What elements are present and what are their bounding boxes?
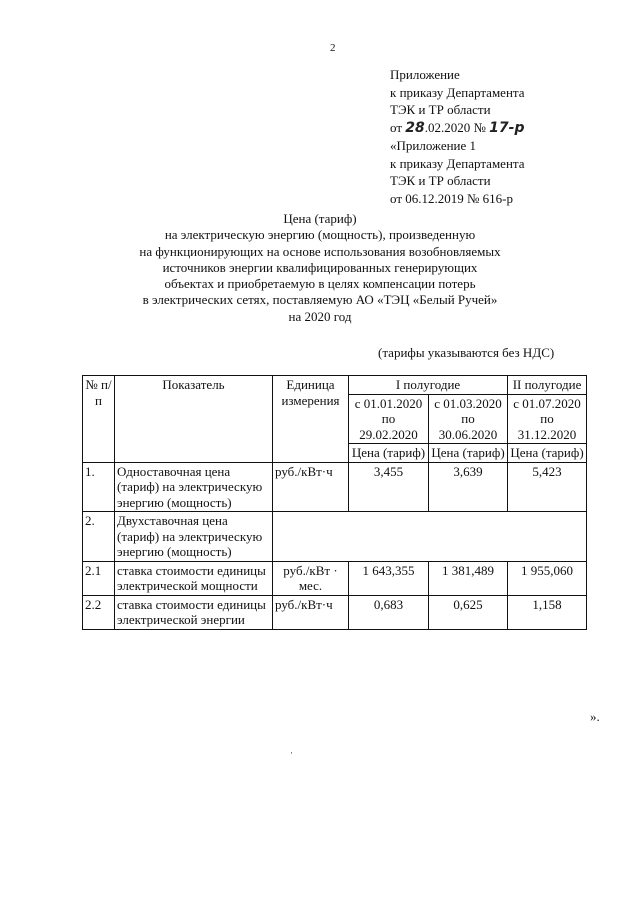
row-num: 2.1 — [83, 561, 115, 595]
approval-line: Приложение — [390, 67, 460, 82]
header-period: с 01.03.2020 по 30.06.2020 — [429, 394, 508, 444]
page-number: 2 — [330, 42, 336, 54]
row-num: 2.2 — [83, 595, 115, 629]
header-period: с 01.01.2020 по 29.02.2020 — [349, 394, 429, 444]
table-row — [83, 561, 587, 595]
header-indicator: Показатель — [115, 376, 273, 463]
header-half1: I полугодие — [349, 376, 508, 395]
row-num: 1. — [83, 462, 115, 512]
row-value: 0,625 — [429, 595, 508, 629]
header-price: Цена (тариф) — [349, 444, 429, 463]
table-row — [83, 462, 587, 512]
date-prefix: от — [390, 119, 403, 135]
stray-mark: · — [290, 748, 293, 758]
row-unit: руб./кВт·ч — [273, 595, 349, 629]
header-period: с 01.07.2020 по 31.12.2020 — [508, 394, 587, 444]
handwritten-day: 28 — [405, 119, 425, 136]
row-num: 2. — [83, 512, 115, 562]
vat-note: (тарифы указываются без НДС) — [378, 345, 555, 360]
header-price: Цена (тариф) — [508, 444, 587, 463]
approval-line: от 06.12.2019 № 616-р — [390, 190, 513, 206]
header-half2: II полугодие — [508, 376, 587, 395]
row-value: 3,455 — [349, 462, 429, 512]
row-name: Одноставочная цена (тариф) на электрическую энергию (мощность) — [115, 462, 273, 512]
row-value: 3,639 — [429, 462, 508, 512]
table-header-row — [83, 376, 587, 395]
row-value: 5,423 — [508, 462, 587, 512]
approval-line: ТЭК и ТР области — [390, 102, 491, 117]
row-empty — [273, 512, 587, 562]
title-line: на функционирующих на основе использования возобновляемых — [139, 243, 501, 259]
number-sign: № — [473, 119, 486, 135]
header-num: № п/п — [83, 376, 115, 463]
approval-line: к приказу Департамента — [390, 84, 525, 100]
handwritten-order-number: 17-р — [489, 119, 525, 136]
title-line: на 2020 год — [288, 308, 352, 324]
row-value: 1 381,489 — [429, 561, 508, 595]
approval-stamp — [390, 66, 525, 207]
row-unit: руб./кВт · мес. — [273, 561, 349, 595]
row-unit: руб./кВт·ч — [273, 462, 349, 512]
header-price: Цена (тариф) — [429, 444, 508, 463]
title-line: источников энергии квалифицированных генерирующих — [162, 259, 478, 275]
tariff-table — [82, 375, 587, 630]
row-value: 0,683 — [349, 595, 429, 629]
approval-line: к приказу Департамента — [390, 155, 525, 171]
title-line: в электрических сетях, поставляемую АО «ТЭЦ «Белый Ручей» — [142, 292, 498, 308]
row-name: ставка стоимости единицы электрической энергии — [115, 595, 273, 629]
approval-date-line — [390, 119, 525, 138]
document-title — [100, 211, 540, 325]
title-line: объектах и приобретаемую в целях компенсации потерь — [164, 276, 476, 292]
table-row — [83, 595, 587, 629]
row-value: 1 643,355 — [349, 561, 429, 595]
date-rest: .02.2020 — [424, 119, 471, 135]
title-line: на электрическую энергию (мощность), произведенную — [164, 227, 476, 243]
row-value: 1 955,060 — [508, 561, 587, 595]
title-line: Цена (тариф) — [283, 211, 357, 226]
header-unit: Единица измерения — [273, 376, 349, 463]
approval-line: «Приложение 1 — [390, 138, 477, 153]
row-name: ставка стоимости единицы электрической мощности — [115, 561, 273, 595]
row-value: 1,158 — [508, 595, 587, 629]
closing-quote: ». — [590, 709, 600, 724]
approval-line: ТЭК и ТР области — [390, 173, 491, 188]
table-row — [83, 512, 587, 562]
row-name: Двухставочная цена (тариф) на электрическую энергию (мощность) — [115, 512, 273, 562]
